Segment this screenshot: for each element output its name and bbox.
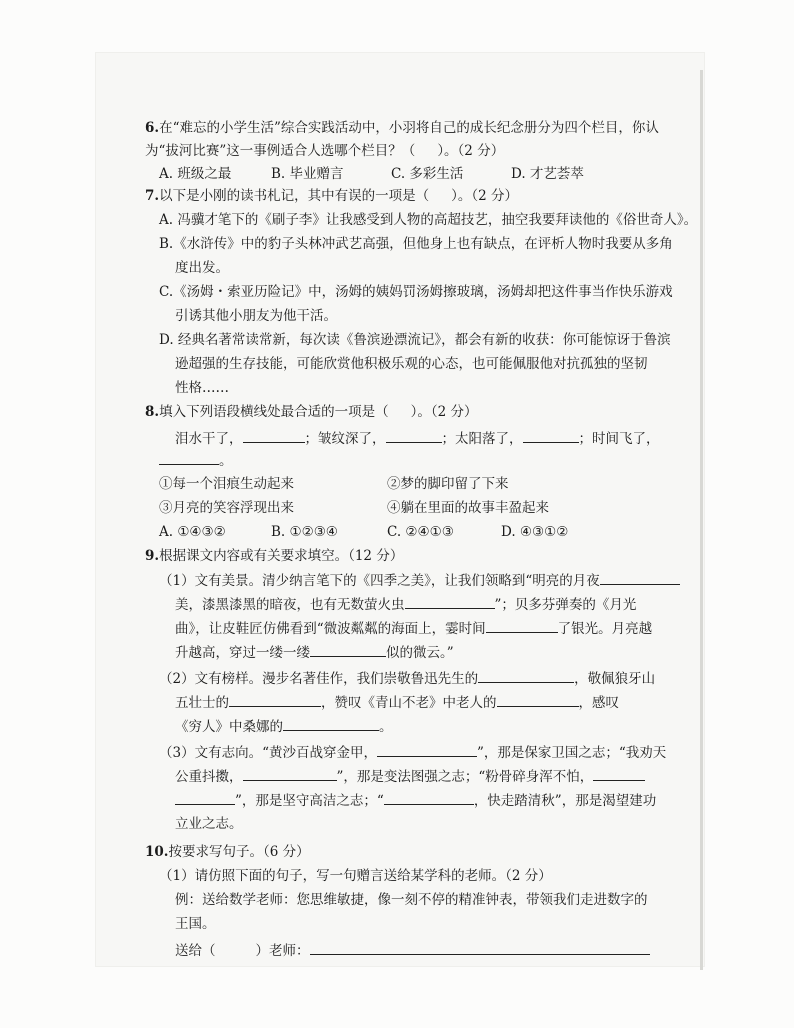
q9-s2-text2c: ，感叹: [578, 695, 619, 711]
q9-blank-10[interactable]: [243, 766, 337, 781]
q7-option-d-line3: 性格……: [175, 380, 229, 396]
q8-stem-text-b: ）。（2 分）: [410, 404, 478, 420]
q9-s1-text2a: 美，漆黑漆黑的暗夜，也有无数萤火虫: [175, 597, 405, 613]
q8-option-a: A. ①④③②: [159, 524, 226, 540]
q7-option-c-line1: C.《汤姆・索亚历险记》中，汤姆的姨妈罚汤姆擦玻璃，汤姆却把这件事当作快乐游戏: [159, 284, 673, 300]
q6-stem-text1: 在“难忘的小学生活”综合实践活动中，小羽将自己的成长纪念册分为四个栏目，你认: [159, 120, 659, 136]
q9-blank-7[interactable]: [497, 692, 579, 707]
q9-blank-5[interactable]: [478, 668, 574, 683]
q6-stem-text2a: 为“拔河比赛”这一事例适合人选哪个栏目？（: [145, 143, 416, 159]
q9-blank-9[interactable]: [377, 742, 477, 757]
q9-stem-text: 根据课文内容或有关要求填空。（12 分）: [159, 548, 404, 564]
q10-number: 10.: [145, 844, 169, 860]
q9-blank-8[interactable]: [283, 716, 379, 731]
q8-passage-p1: 泪水干了，: [175, 431, 243, 447]
q9-s2-text1b: ，敬佩狼牙山: [574, 671, 656, 687]
q7-option-a: A. 冯骥才笔下的《刷子李》让我感受到人物的高超技艺，抽空我要拜读他的《俗世奇人》。: [159, 212, 698, 228]
q10-send-to-b: ）老师：: [255, 943, 310, 959]
q6-option-a: A. 班级之最: [159, 166, 232, 182]
q9-s3-line1: [159, 742, 666, 764]
q9-number: 9.: [145, 548, 160, 564]
q9-s1-line4: [175, 642, 454, 664]
q8-blank-4[interactable]: [159, 450, 219, 465]
q8-item-4: ④躺在里面的故事丰盈起来: [387, 500, 549, 516]
q10-stem-text: 按要求写句子。（6 分）: [168, 844, 310, 860]
q9-stem: [145, 546, 403, 567]
q8-stem-text-a: 填入下列语段横线处最合适的一项是（: [159, 404, 389, 420]
q9-s1-text3a: 曲》，让皮鞋匠仿佛看到“微波粼粼的海面上，霎时间: [175, 621, 486, 637]
q9-s3-line3: [175, 790, 656, 812]
q6-stem-line1: [145, 118, 659, 139]
q9-s1-line2: [175, 594, 636, 616]
q9-s3-text3a: ”，那是坚守高洁之志；“: [235, 793, 384, 809]
q7-option-b-line2: 度出发。: [175, 260, 229, 276]
q9-s2-text2a: 五壮士的: [175, 695, 229, 711]
q9-blank-4[interactable]: [310, 642, 386, 657]
q9-s2-text3b: 。: [379, 719, 393, 735]
q9-s1-text2b: ”；贝多芬弹奏的《月光: [494, 597, 637, 613]
q7-stem: [145, 186, 518, 207]
q8-item-1: ①每一个泪痕生动起来: [159, 476, 294, 492]
q9-s1-text4a: 升越高，穿过一缕一缕: [175, 645, 310, 661]
q9-s2-line2: [175, 692, 619, 714]
q10-sub1: （1）请仿照下面的句子，写一句赠言送给某学科的老师。（2 分）: [159, 868, 552, 884]
q9-blank-3[interactable]: [486, 618, 558, 633]
q9-s3-text3b: ，快走踏清秋”，那是渴望建功: [473, 793, 657, 809]
q9-s2-text1a: （2）文有榜样。漫步名著佳作，我们崇敬鲁迅先生的: [159, 671, 479, 687]
q8-option-c: C. ②④①③: [387, 524, 454, 540]
q7-option-d-line2: 逊超强的生存技能，可能欣赏他积极乐观的心态，也可能佩服他对抗孤独的坚韧: [175, 356, 648, 372]
q6-stem-text2b: ）。（2 分）: [437, 143, 505, 159]
q8-passage-p2: ；皱纹深了，: [304, 431, 386, 447]
q7-option-c-line2: 引诱其他小朋友为他干活。: [175, 308, 337, 324]
q9-blank-12[interactable]: [175, 790, 235, 805]
q10-example-line1: 例：送给数学老师：您思维敏捷，像一刻不停的精准钟表，带领我们走进数字的: [175, 892, 648, 908]
q9-s2-text2b: ，赞叹《青山不老》中老人的: [321, 695, 497, 711]
q9-s1-text3b: 了银光。月亮越: [557, 621, 653, 637]
q8-option-b: B. ①②③④: [271, 524, 338, 540]
q6-option-c: C. 多彩生活: [391, 166, 464, 182]
q10-send-to-a: 送给（: [175, 943, 216, 959]
q6-stem-line2: [145, 141, 504, 162]
q9-s2-line3: [175, 716, 393, 738]
q8-stem: [145, 402, 477, 423]
q8-passage-line1: [175, 428, 660, 450]
page-edge-shadow: [700, 70, 703, 970]
q6-option-b: B. 毕业赠言: [271, 166, 344, 182]
q8-item-3: ③月亮的笑容浮现出来: [159, 500, 294, 516]
q7-number: 7.: [145, 188, 160, 204]
q9-s2-line1: [159, 668, 655, 690]
q9-blank-2[interactable]: [405, 594, 495, 609]
q7-stem-text-a: 以下是小刚的读书札记，其中有误的一项是（: [159, 188, 430, 204]
q9-blank-6[interactable]: [229, 692, 321, 707]
q8-item-2: ②梦的脚印留了下来: [387, 476, 509, 492]
q6-option-d: D. 才艺荟萃: [511, 166, 584, 182]
q9-blank-11[interactable]: [593, 766, 645, 781]
q9-blank-13[interactable]: [384, 790, 474, 805]
q8-passage-p4: ；时间飞了，: [578, 431, 660, 447]
q9-s3-text1a: （3）文有志向。“黄沙百战穿金甲，: [159, 745, 377, 761]
q9-s3-line2: [175, 766, 645, 788]
q9-s2-text3a: 《穷人》中桑娜的: [175, 719, 283, 735]
q9-s1-text4b: 似的微云。”: [386, 645, 454, 661]
q8-passage-line2: [159, 450, 233, 472]
q7-stem-text-b: ）。（2 分）: [451, 188, 518, 204]
q6-number: 6.: [145, 120, 160, 136]
q9-s1-text1: （1）文有美景。清少纳言笔下的《四季之美》，让我们领略到“明亮的月夜: [159, 573, 600, 589]
q8-passage-p5: 。: [219, 453, 233, 469]
q10-example-line2: 王国。: [175, 916, 216, 932]
q9-s1-line1: [159, 570, 680, 592]
q9-blank-1[interactable]: [600, 570, 680, 585]
q9-s3-line4: 立业之志。: [175, 816, 243, 832]
q10-answer-blank[interactable]: [310, 940, 650, 955]
q9-s3-text2a: 公重抖擞，: [175, 769, 243, 785]
q8-passage-p3: ；太阳落了，: [441, 431, 523, 447]
q7-option-d-line1: D. 经典名著常读常新，每次读《鲁滨逊漂流记》，都会有新的收获：你可能惊讶于鲁滨: [159, 332, 671, 348]
q8-number: 8.: [145, 404, 160, 420]
q9-s3-text1b: ”，那是保家卫国之志；“我劝天: [477, 745, 667, 761]
q9-s1-line3: [175, 618, 652, 640]
q8-option-d: D. ④③①②: [501, 524, 569, 540]
q8-blank-1[interactable]: [243, 428, 305, 443]
q9-s3-text2b: ”，那是变法图强之志；“粉骨碎身浑不怕，: [336, 769, 594, 785]
q8-blank-2[interactable]: [386, 428, 442, 443]
q10-stem: [145, 842, 310, 863]
q7-option-b-line1: B.《水浒传》中的豹子头林冲武艺高强，但他身上也有缺点，在评析人物时我要从多角: [159, 236, 673, 252]
q10-answer-line: [175, 940, 650, 962]
q8-blank-3[interactable]: [523, 428, 579, 443]
